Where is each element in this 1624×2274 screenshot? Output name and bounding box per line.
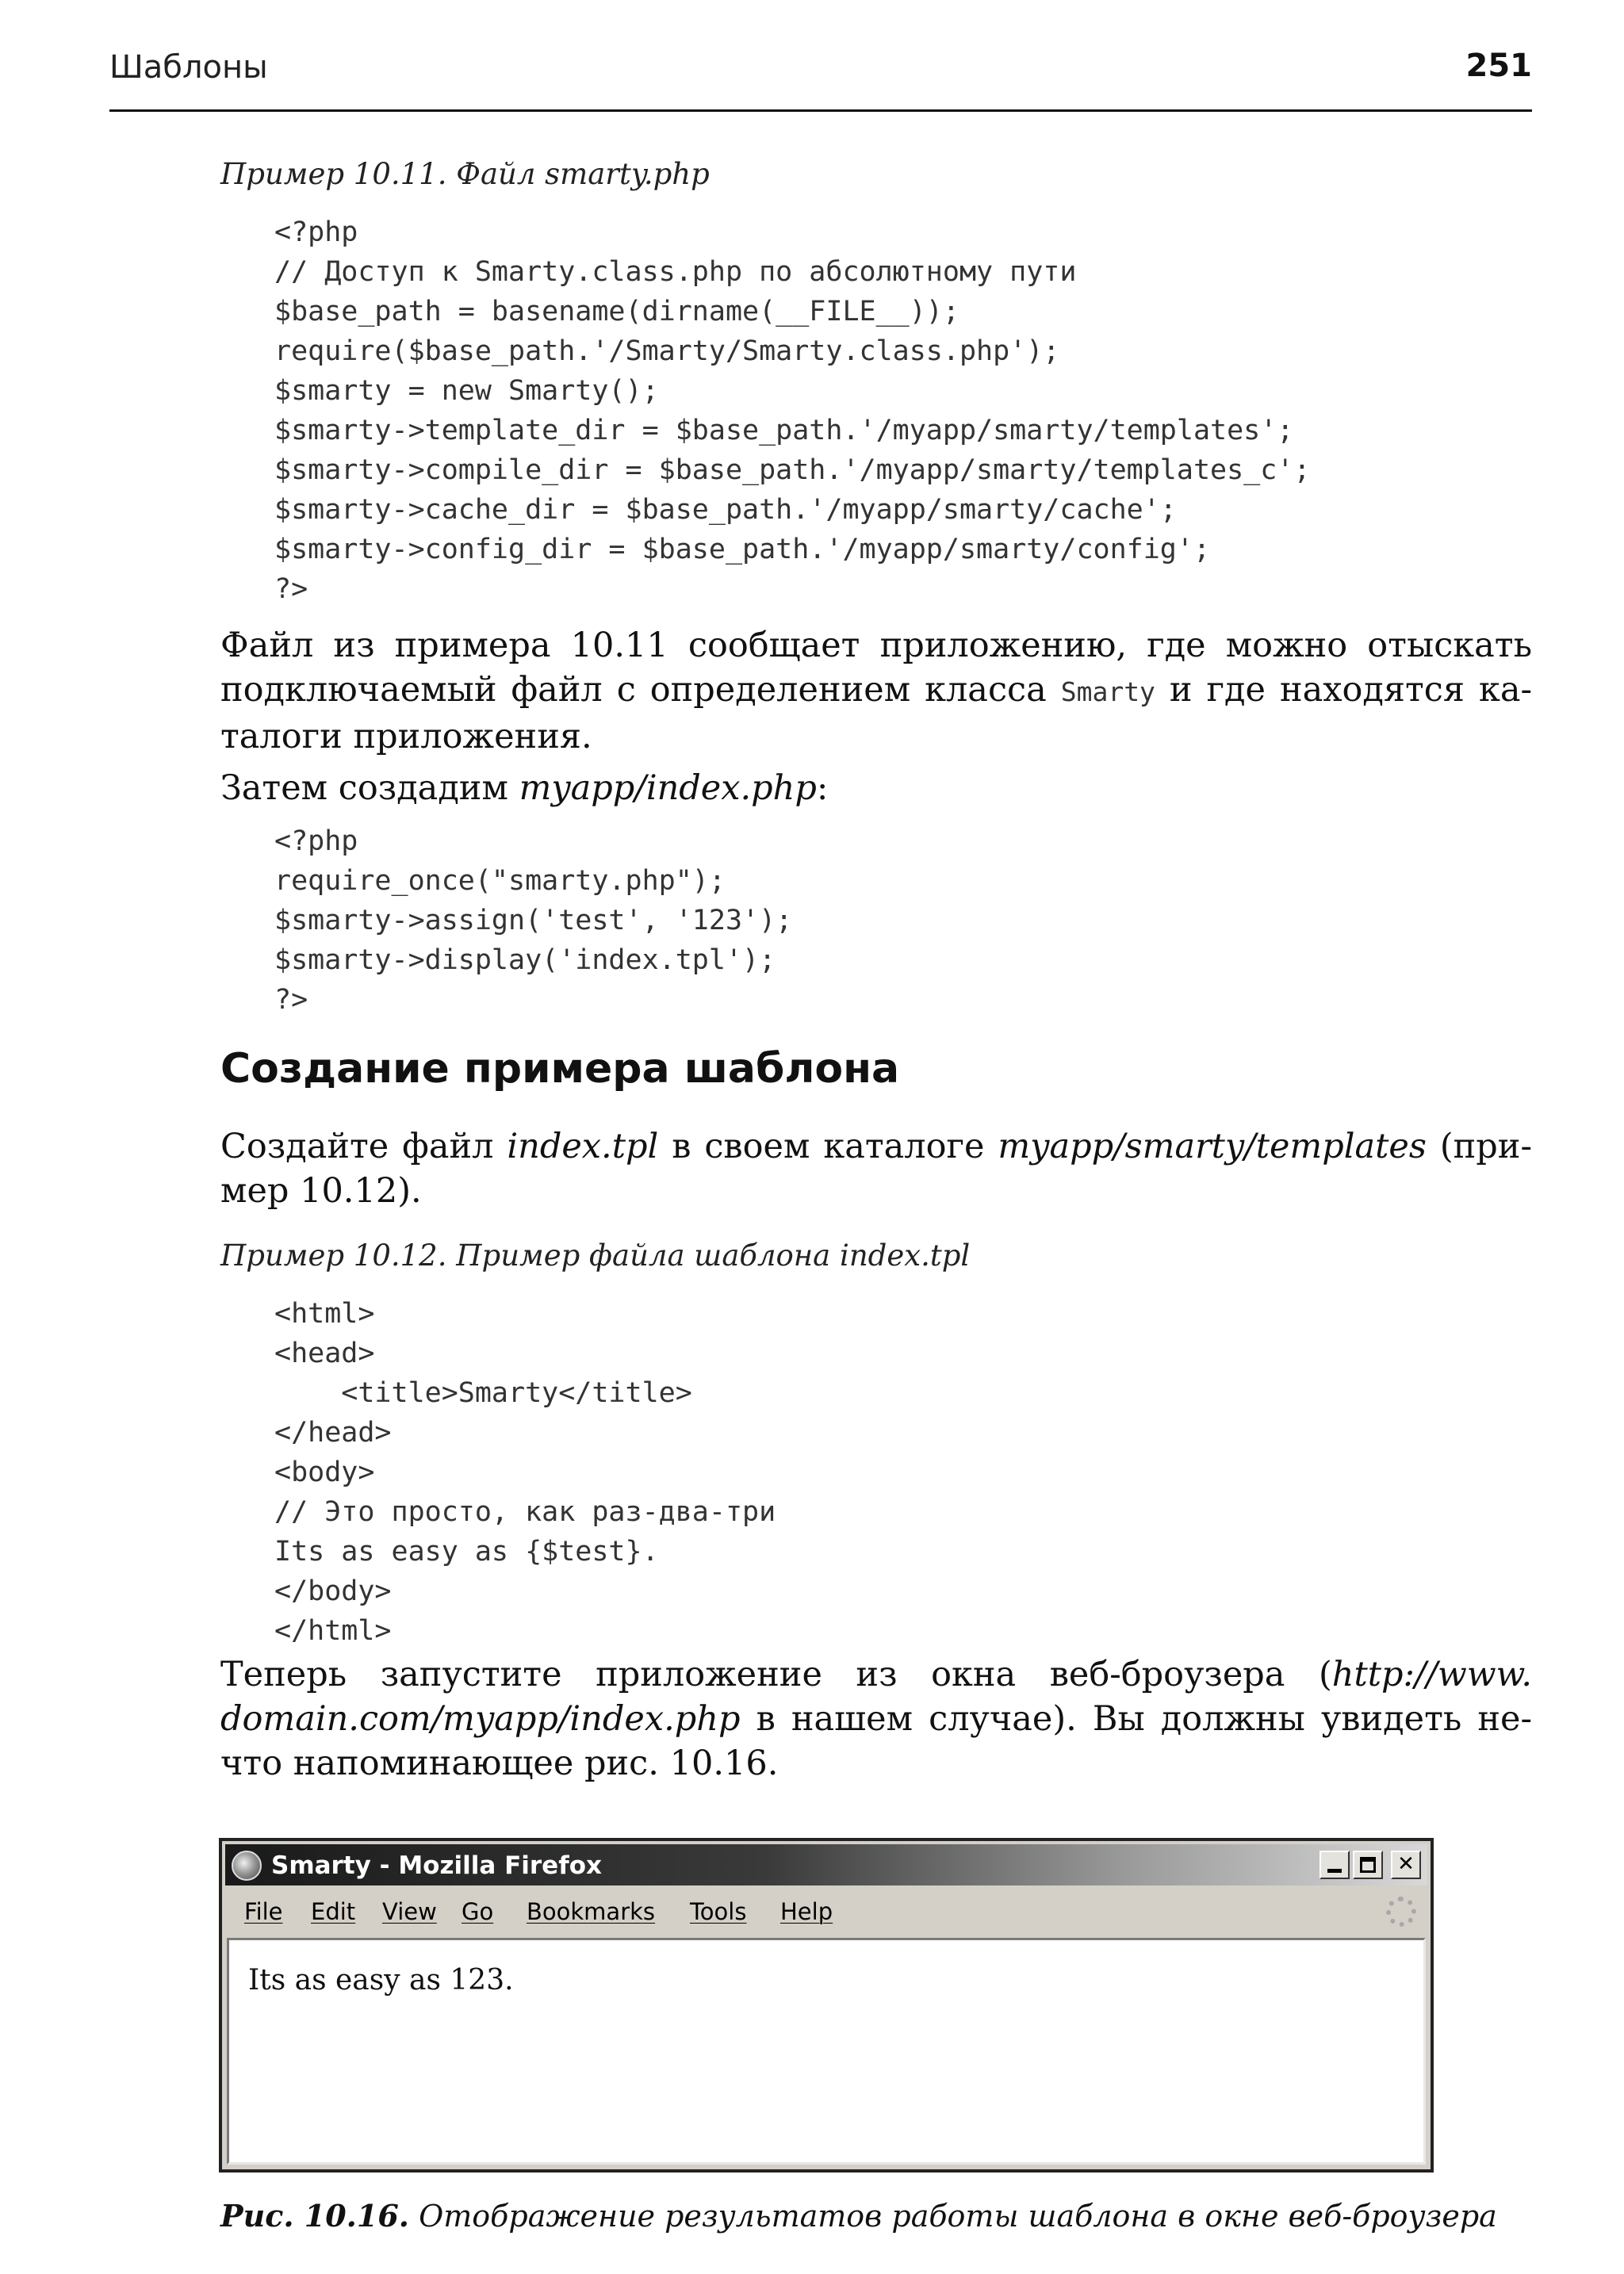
- url-link: domain.com/myapp/index.php: [220, 1699, 741, 1739]
- menu-edit[interactable]: Edit: [311, 1898, 356, 1925]
- page-number: 251: [1465, 48, 1532, 84]
- code-line: $smarty->cache_dir = $base_path.'/myapp/smarty/cache';: [274, 494, 1177, 526]
- paragraph-line: [220, 1124, 1532, 1169]
- code-listing-index-php: [274, 821, 792, 1020]
- paragraph-create-index: [220, 766, 1532, 810]
- paragraph-create-template: [220, 1124, 1532, 1213]
- file-name: index.tpl: [507, 1127, 659, 1166]
- paragraph-line: [220, 1697, 1532, 1741]
- code-line: $smarty = new Smarty();: [274, 375, 659, 407]
- url-link: http://www.: [1331, 1655, 1532, 1694]
- figure-caption-text: Отображение результатов работы шаблона в окне веб-броузера: [409, 2199, 1497, 2234]
- code-line: <?php: [274, 825, 358, 857]
- text-run: в своем каталоге: [658, 1127, 998, 1166]
- code-line: $smarty->display('index.tpl');: [274, 944, 776, 976]
- file-path: myapp/index.php: [519, 768, 817, 808]
- paragraph-line: талоги приложения.: [220, 717, 592, 756]
- running-header: [109, 46, 1532, 112]
- text-run: Создайте файл: [220, 1127, 508, 1166]
- minimize-button[interactable]: [1320, 1851, 1350, 1879]
- paragraph-line: мер 10.12).: [220, 1171, 422, 1211]
- code-line: </html>: [274, 1615, 392, 1647]
- browser-window-figure: [219, 1838, 1434, 2173]
- text-run: подключаемый файл с определением класса: [220, 670, 1061, 710]
- menu-bar: [225, 1889, 1427, 1935]
- minimize-icon: [1327, 1869, 1342, 1873]
- menu-tools[interactable]: Tools: [690, 1898, 747, 1925]
- code-line: $smarty->assign('test', '123');: [274, 905, 793, 936]
- code-line: $smarty->config_dir = $base_path.'/myapp/smarty/config';: [274, 534, 1211, 565]
- menu-bookmarks[interactable]: Bookmarks: [527, 1898, 656, 1925]
- code-line: ?>: [274, 573, 308, 605]
- code-line: require($base_path.'/Smarty/Smarty.class.php');: [274, 335, 1060, 367]
- code-line: <title>Smarty</title>: [274, 1377, 692, 1409]
- section-title: Шаблоны: [109, 49, 268, 86]
- example-10-11-caption: Пример 10.11. Файл smarty.php: [220, 157, 710, 191]
- example-10-12-caption: Пример 10.12. Пример файла шаблона index.tpl: [220, 1238, 971, 1273]
- code-line: <?php: [274, 216, 358, 248]
- menu-view[interactable]: View: [382, 1898, 437, 1925]
- menu-go[interactable]: Go: [462, 1898, 494, 1925]
- code-line: $base_path = basename(dirname(__FILE__));: [274, 296, 959, 327]
- paragraph-smarty-explanation: [220, 623, 1532, 759]
- code-line: </body>: [274, 1575, 392, 1607]
- paragraph-line: что напоминающее рис. 10.16.: [220, 1744, 779, 1783]
- text-run: Затем создадим: [220, 768, 519, 808]
- inline-code-smarty: Smarty: [1060, 676, 1155, 707]
- close-button[interactable]: [1391, 1851, 1421, 1879]
- code-line: <html>: [274, 1298, 375, 1330]
- paragraph-line: [220, 766, 1532, 810]
- firefox-icon: [232, 1851, 262, 1881]
- text-run: :: [816, 768, 829, 808]
- code-line: $smarty->compile_dir = $base_path.'/myapp/smarty/templates_c';: [274, 454, 1311, 486]
- code-line: $smarty->template_dir = $base_path.'/myapp/smarty/templates';: [274, 415, 1294, 446]
- paragraph-line: [220, 668, 1532, 714]
- code-line: Its as easy as {$test}.: [274, 1536, 659, 1568]
- code-line: </head>: [274, 1417, 392, 1449]
- menu-help[interactable]: Help: [780, 1898, 833, 1925]
- maximize-icon: [1360, 1857, 1376, 1873]
- paragraph-line: Файл из примера 10.11 сообщает приложению, где можно отыскать: [220, 626, 1532, 665]
- window-titlebar: [225, 1844, 1427, 1885]
- paragraph-run-application: [220, 1652, 1532, 1786]
- directory-path: myapp/smarty/templates: [998, 1127, 1427, 1166]
- code-listing-smarty-php: [274, 212, 1310, 609]
- text-run: и где находятся ка-: [1155, 670, 1532, 710]
- code-line: // Доступ к Smarty.class.php по абсолютному пути: [274, 256, 1077, 288]
- window-title: Smarty - Mozilla Firefox: [271, 1851, 602, 1880]
- figure-caption: [220, 2198, 1497, 2234]
- section-heading: Создание примера шаблона: [220, 1045, 900, 1093]
- text-run: в нашем случае). Вы должны увидеть не-: [740, 1699, 1532, 1739]
- text-run: (при-: [1426, 1127, 1532, 1166]
- menu-file[interactable]: File: [244, 1898, 283, 1925]
- code-line: <body>: [274, 1457, 375, 1488]
- code-line: // Это просто, как раз-два-три: [274, 1496, 776, 1528]
- figure-label: Рис. 10.16.: [220, 2198, 410, 2234]
- maximize-button[interactable]: [1353, 1851, 1383, 1879]
- browser-content-area: [227, 1938, 1426, 2165]
- text-run: Теперь запустите приложение из окна веб-броузера (: [220, 1655, 1332, 1694]
- paragraph-line: [220, 1652, 1532, 1697]
- rendered-output-text: Its as easy as 123.: [248, 1964, 514, 1996]
- code-line: require_once("smarty.php");: [274, 865, 726, 897]
- code-line: <head>: [274, 1338, 375, 1369]
- code-line: ?>: [274, 984, 308, 1016]
- close-icon: ✕: [1397, 1852, 1415, 1876]
- throbber-icon: [1386, 1897, 1416, 1927]
- code-listing-index-tpl: [274, 1294, 776, 1651]
